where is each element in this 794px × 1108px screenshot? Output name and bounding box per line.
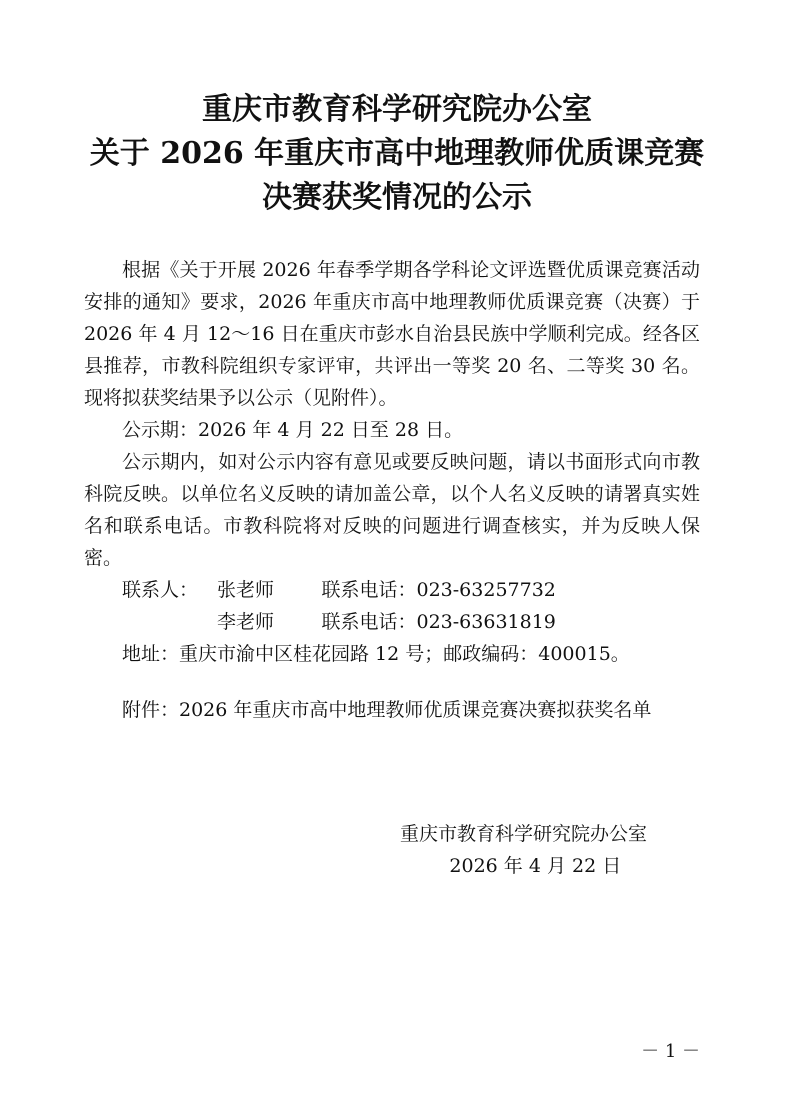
attachment-line: 附件：2026 年重庆市高中地理教师优质课竞赛决赛拟获奖名单 (122, 699, 652, 721)
contact-name: 李老师 (217, 611, 275, 633)
contact-label: 联系人： (122, 579, 199, 601)
contact-row-1 (84, 574, 700, 606)
title-line-1: 重庆市教育科学研究院办公室 (202, 92, 592, 127)
paragraph-period: 公示期：2026 年 4 月 22 日至 28 日。 (122, 419, 464, 441)
contact-row-2 (84, 606, 700, 638)
page-number: － 1 － (641, 1041, 700, 1062)
document-title (0, 88, 794, 220)
title-line-2: 关于 2026 年重庆市高中地理教师优质课竞赛 (89, 136, 705, 171)
paragraph-feedback: 公示期内，如对公示内容有意见或要反映问题，请以书面形式向市教科院反映。以单位名义反映的请加盖公章，以个人名义反映的请署真实姓名和联系电话。市教科院将对反映的问题进行调查核实，并为反映人保密。 (84, 451, 700, 569)
contact-phone: 023-63631819 (416, 611, 556, 633)
signature-date: 2026 年 4 月 22 日 (449, 855, 622, 877)
signature-block (400, 818, 700, 882)
paragraph-notice: 根据《关于开展 2026 年春季学期各学科论文评选暨优质课竞赛活动安排的通知》要求，2026 年重庆市高中地理教师优质课竞赛（决赛）于 2026 年 4 月 12～16 日在重庆市彭水自治县民族中学顺利完成。经各区县推荐，市教科院组织专家评审，共评出一等奖 20 名、二等奖 30 名。现将拟获奖结果予以公示（见附件）。 (84, 259, 700, 409)
document-body (84, 254, 700, 726)
address-line: 地址：重庆市渝中区桂花园路 12 号；邮政编码：400015。 (122, 643, 630, 665)
signature-org: 重庆市教育科学研究院办公室 (400, 823, 648, 845)
contact-name: 张老师 (217, 579, 275, 601)
contact-phone: 023-63257732 (416, 579, 556, 601)
contact-phone-label: 联系电话： (321, 611, 417, 633)
title-line-3: 决赛获奖情况的公示 (262, 180, 532, 215)
contact-phone-label: 联系电话： (321, 579, 417, 601)
